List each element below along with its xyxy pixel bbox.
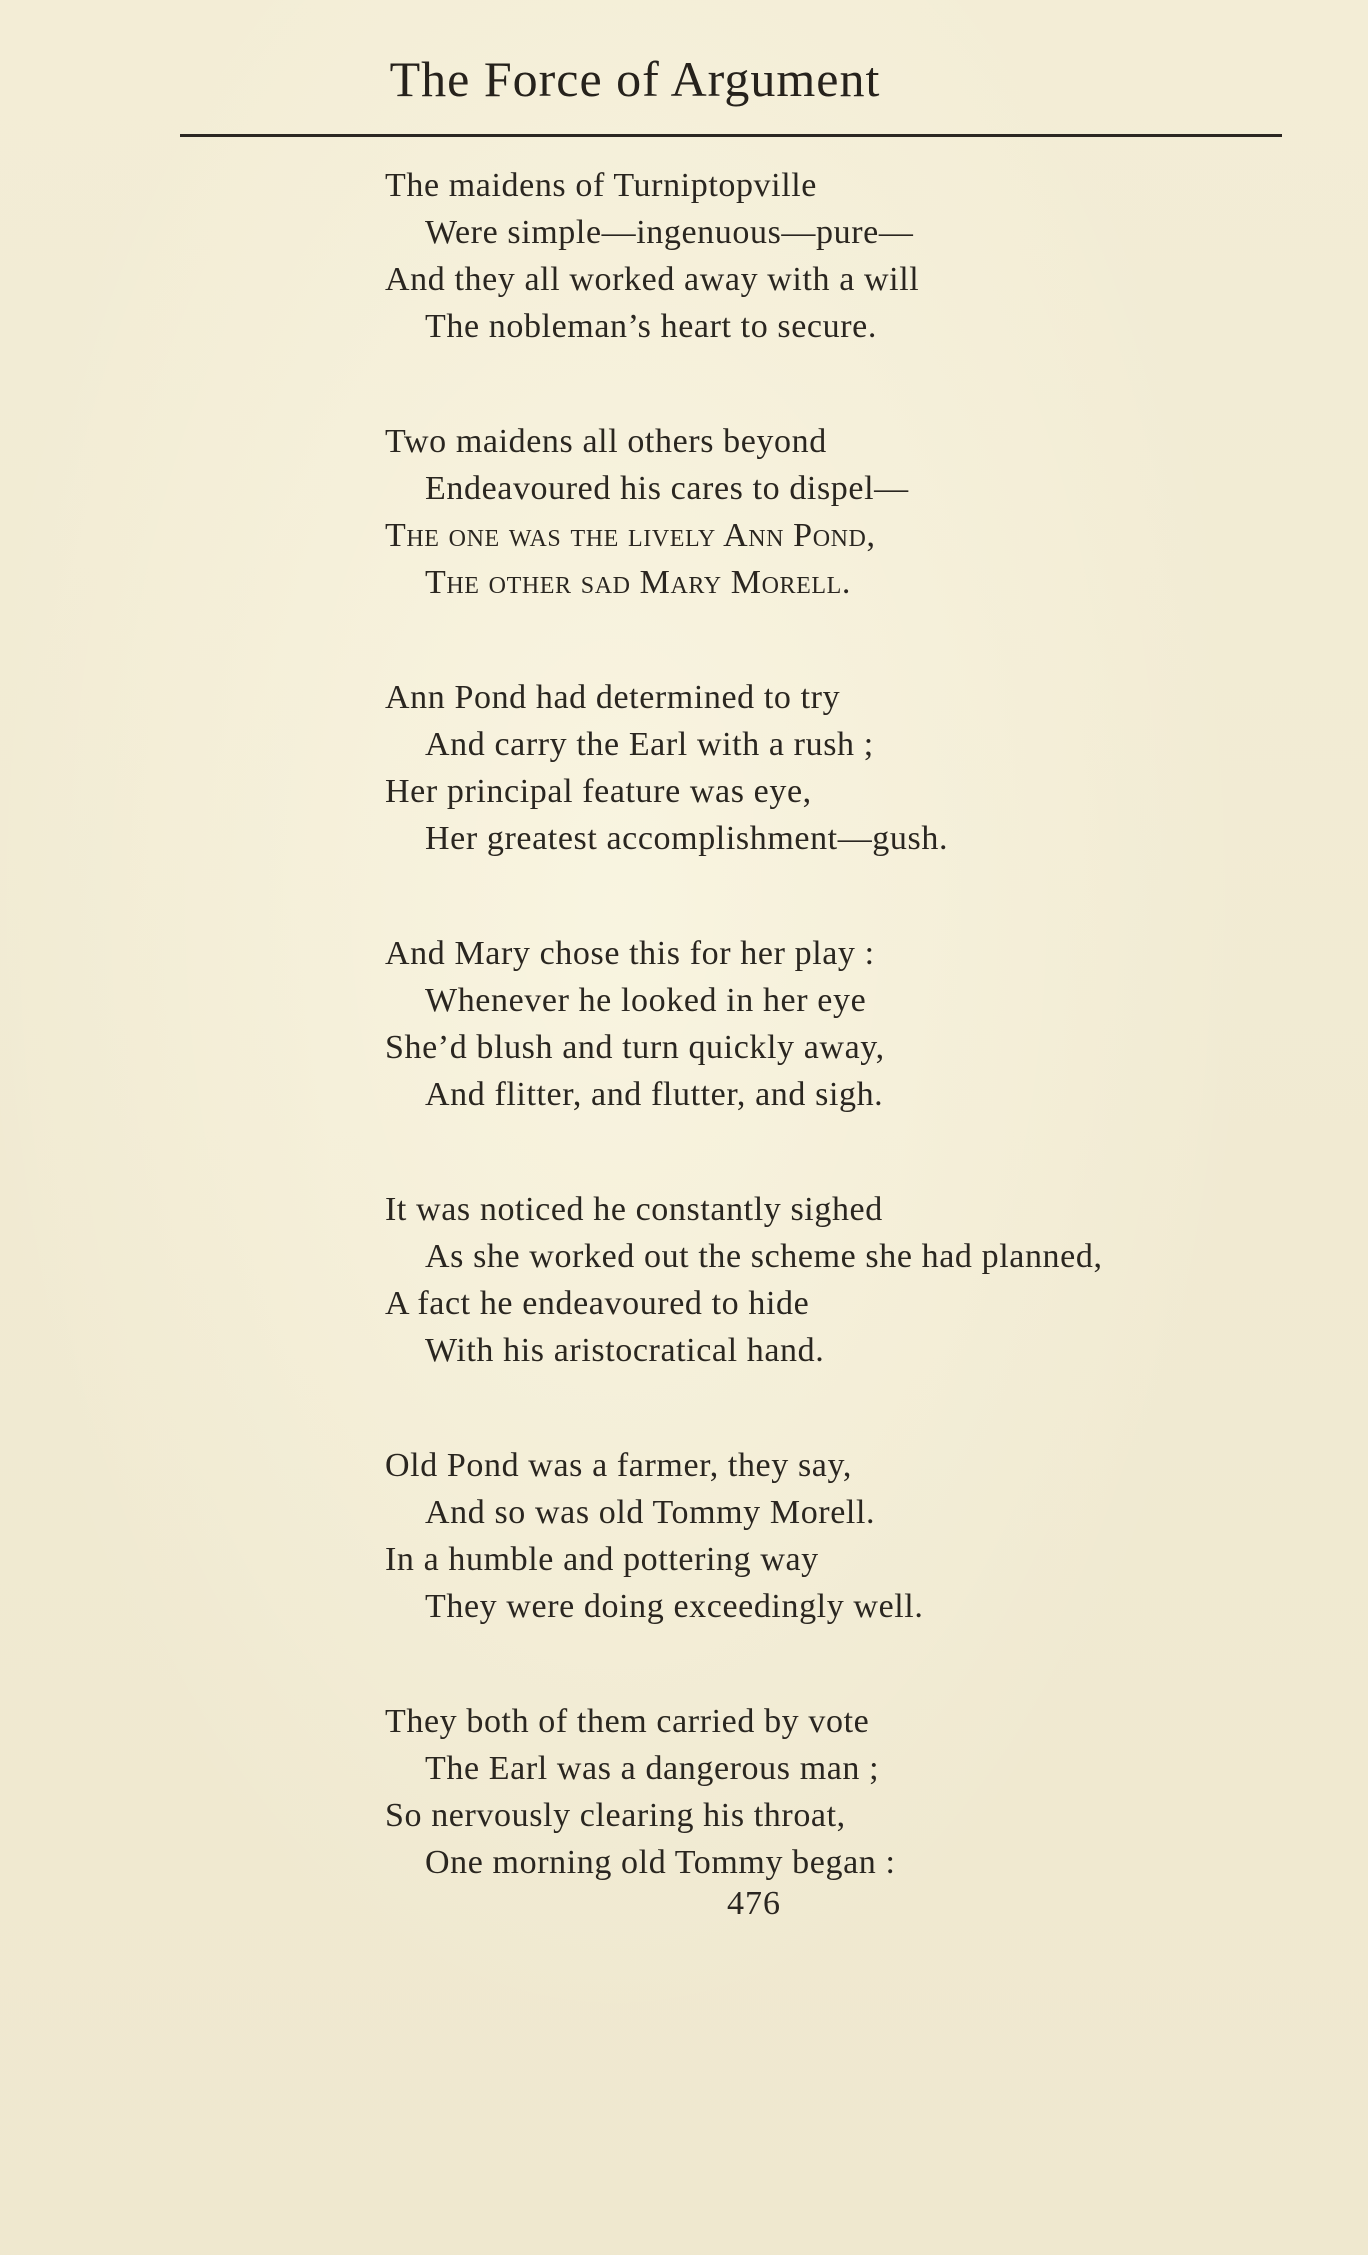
poem-line: Her principal feature was eye, [385, 773, 812, 810]
stanza [385, 1442, 1345, 1630]
poem-line: A fact he endeavoured to hide [385, 1285, 810, 1322]
poem-line: And they all worked away with a will [385, 261, 920, 298]
poem-line: Whenever he looked in her eye [425, 982, 867, 1019]
poem-line: It was noticed he constantly sighed [385, 1191, 883, 1228]
page-number: 476 [727, 1885, 781, 1922]
poem-line: They both of them carried by vote [385, 1703, 870, 1740]
stanza [385, 930, 1345, 1118]
poem-line: The other sad Mary Morell. [425, 564, 851, 601]
running-title: The Force of Argument [389, 51, 881, 107]
poem-line: And so was old Tommy Morell. [425, 1494, 876, 1531]
poem-line: The nobleman’s heart to secure. [425, 308, 877, 345]
poem-line: Old Pond was a farmer, they say, [385, 1447, 852, 1484]
poem-line: And flitter, and flutter, and sigh. [425, 1076, 884, 1113]
poem-line: With his aristocratical hand. [425, 1332, 825, 1369]
poem-line: In a humble and pottering way [385, 1541, 819, 1578]
poem-line: The maidens of Turniptopville [385, 167, 817, 204]
poem-line: And Mary chose this for her play : [385, 935, 875, 972]
poem-line: And carry the Earl with a rush ; [425, 726, 874, 763]
poem-line: So nervously clearing his throat, [385, 1797, 846, 1834]
poem-line: One morning old Tommy began : [425, 1844, 896, 1881]
poem-line: Her greatest accomplishment—gush. [425, 820, 949, 857]
stanza [385, 162, 1345, 350]
stanza [385, 674, 1345, 862]
poem-line: The Earl was a dangerous man ; [425, 1750, 880, 1787]
stanza [385, 1698, 1345, 1886]
poem [385, 162, 1345, 1954]
poem-line: Endeavoured his cares to dispel— [425, 470, 909, 507]
poem-line: Two maidens all others beyond [385, 423, 827, 460]
poem-line: The one was the lively Ann Pond, [385, 517, 876, 554]
stanza [385, 1186, 1345, 1374]
poem-line: She’d blush and turn quickly away, [385, 1029, 885, 1066]
stanza [385, 418, 1345, 606]
header-rule [180, 134, 1282, 137]
poem-line: Were simple—ingenuous—pure— [425, 214, 914, 251]
poem-line: They were doing exceedingly well. [425, 1588, 924, 1625]
poem-line: Ann Pond had determined to try [385, 679, 841, 716]
poem-line: As she worked out the scheme she had planned, [425, 1238, 1103, 1275]
